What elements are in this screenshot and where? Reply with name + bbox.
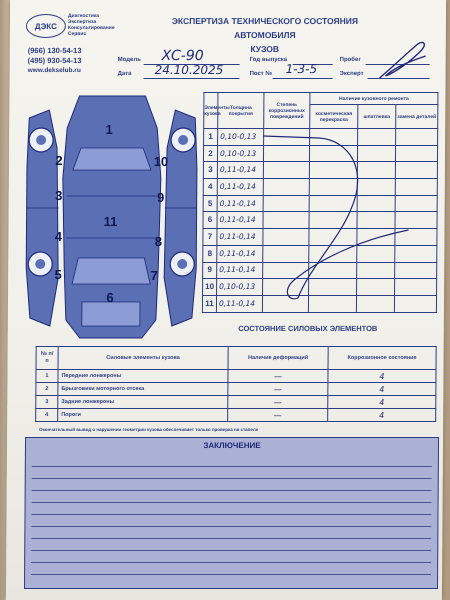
row-number: 2	[36, 383, 58, 396]
corrosion-value: 4	[328, 396, 436, 409]
model-value: XC-90	[161, 48, 204, 64]
thickness-value: 0,11-0,14	[217, 179, 263, 196]
thickness-value: 0,10-0,13	[217, 279, 263, 296]
element-name: Передние лонжероны	[58, 370, 228, 383]
title-line-1: ЭКСПЕРТИЗА ТЕХНИЧЕСКОГО СОСТОЯНИЯ АВТОМОБИЛЯ	[171, 16, 359, 40]
phone-1: (966) 130-54-13	[27, 46, 82, 55]
table-row	[36, 383, 436, 396]
thickness-value: 0,11-0,14	[216, 295, 262, 312]
zone-label: 6	[106, 290, 114, 305]
corrosion-value: 4	[328, 409, 436, 422]
tagline-line: Диагностика	[67, 13, 100, 19]
geometry-note: Окончательный вывод о нарушении геометрии кузова обеспечивает только проверка на стапеле	[39, 427, 259, 432]
zone-label: 5	[54, 267, 62, 282]
phone-2: (495) 930-54-13	[27, 56, 82, 65]
table-row	[36, 409, 436, 422]
col-header-corrosion-state	[328, 347, 436, 370]
writing-line	[32, 478, 432, 479]
zone-number: 7	[203, 229, 217, 246]
writing-line	[31, 538, 431, 539]
pen-strike-mark	[258, 130, 419, 310]
thickness-value: 0,11-0,14	[217, 162, 263, 179]
col-header-thickness	[218, 93, 264, 129]
writing-line	[31, 526, 431, 527]
zone-number: 5	[203, 195, 217, 212]
mileage-label: Пробег	[339, 57, 361, 63]
tagline-line: Сервис	[67, 31, 87, 37]
header-text: Элементы кузова	[204, 104, 230, 117]
logo-text: ДЭКС	[34, 21, 57, 31]
header-text: Наличие кузовного ремонта	[339, 95, 409, 102]
post-label: Пост №	[249, 71, 273, 77]
header-text: Наличие деформаций	[247, 354, 309, 361]
thickness-value: 0,11-0,14	[217, 229, 263, 246]
col-header-corrosion	[264, 93, 310, 129]
zone-number: 8	[203, 245, 217, 262]
contacts-block	[28, 46, 82, 76]
logo-tagline	[68, 13, 115, 37]
expert-label: Эксперт	[339, 71, 364, 77]
header-text: шпатлевка	[363, 113, 391, 120]
zone-number: 3	[203, 162, 217, 179]
zone-number: 4	[203, 179, 217, 196]
row-number: 1	[36, 370, 58, 383]
header-text: Коррозионное состояние	[347, 354, 417, 361]
date-value: 24.10.2025	[154, 63, 224, 77]
header-text: Силовые элементы кузова	[106, 354, 180, 361]
car-body-diagram	[22, 88, 202, 346]
deform-value: —	[228, 383, 328, 396]
zone-number: 1	[204, 129, 218, 146]
zone-label: 8	[154, 234, 163, 249]
conclusion-title: ЗАКЛЮЧЕНИЕ	[203, 441, 261, 450]
tagline-line: Консультирование	[67, 25, 115, 31]
zone-number: 6	[203, 212, 217, 229]
date-label: Дата	[117, 71, 132, 77]
writing-line	[32, 466, 432, 467]
deform-value: —	[228, 409, 328, 422]
expert-signature	[374, 38, 434, 84]
inspection-form	[6, 0, 446, 600]
zone-label: 3	[55, 188, 63, 203]
title-line-2: КУЗОВ	[250, 44, 280, 54]
thickness-value: 0,10-0,13	[218, 129, 264, 146]
thickness-value: 0,11-0,14	[217, 245, 263, 262]
zone-label: 7	[150, 268, 158, 283]
writing-line	[32, 490, 432, 491]
zone-number: 9	[203, 262, 217, 279]
zone-label: 2	[55, 153, 63, 168]
thickness-value: 0,11-0,14	[217, 262, 263, 279]
power-section-title: СОСТОЯНИЕ СИЛОВЫХ ЭЛЕМЕНТОВ	[238, 324, 378, 333]
thickness-value: 0,11-0,14	[217, 212, 263, 229]
thickness-value: 0,11-0,14	[217, 195, 263, 212]
col-header-deform	[228, 347, 328, 370]
company-logo	[26, 14, 66, 38]
element-name: Задние лонжероны	[58, 396, 228, 409]
corrosion-value: 4	[328, 383, 436, 396]
row-number: 3	[36, 396, 58, 409]
website: www.dekselub.ru	[27, 67, 81, 74]
post-value: 1-3-5	[285, 62, 318, 76]
zone-label: 11	[103, 214, 118, 229]
header-text: № п/п	[40, 351, 54, 364]
header-text: замена деталей	[397, 113, 437, 120]
header-text: Толщина покрытия	[228, 104, 253, 117]
thickness-value: 0,10-0,13	[217, 145, 263, 162]
zone-number: 11	[202, 295, 216, 312]
writing-line	[31, 562, 431, 563]
table-row	[36, 396, 436, 409]
col-header-repair	[310, 93, 438, 105]
tagline-line: Экспертиза	[67, 19, 97, 25]
table-row	[36, 370, 436, 383]
date-line	[144, 78, 240, 79]
writing-line	[31, 550, 431, 551]
col-header-replace	[396, 105, 438, 129]
zone-label: 1	[105, 122, 113, 137]
header-text: Степень коррозионных повреждений	[268, 101, 305, 120]
zone-label: 10	[153, 154, 169, 169]
col-header-zone	[204, 93, 230, 129]
element-name: Брызговики моторного отсека	[58, 383, 228, 396]
col-header-putty	[358, 105, 396, 129]
col-header-cosmetic	[310, 105, 358, 129]
deform-value: —	[228, 370, 328, 383]
writing-line	[31, 514, 431, 515]
power-elements-table	[35, 346, 437, 422]
writing-line	[32, 502, 432, 503]
col-header-num	[36, 347, 58, 370]
header-text: косметическая перекраска	[315, 110, 353, 123]
zone-number: 2	[203, 145, 217, 162]
model-label: Модель	[117, 57, 141, 63]
row-number: 4	[36, 409, 58, 422]
conclusion-box	[24, 437, 439, 589]
corrosion-value: 4	[328, 370, 436, 383]
writing-line	[31, 574, 431, 575]
zone-label: 9	[157, 190, 165, 205]
deform-value: —	[228, 396, 328, 409]
col-header-name	[58, 347, 228, 370]
year-label: Год выпуска	[249, 57, 288, 63]
zone-label: 4	[54, 229, 63, 244]
zone-number: 10	[203, 279, 217, 296]
post-line	[273, 78, 333, 79]
element-name: Пороги	[58, 409, 228, 422]
